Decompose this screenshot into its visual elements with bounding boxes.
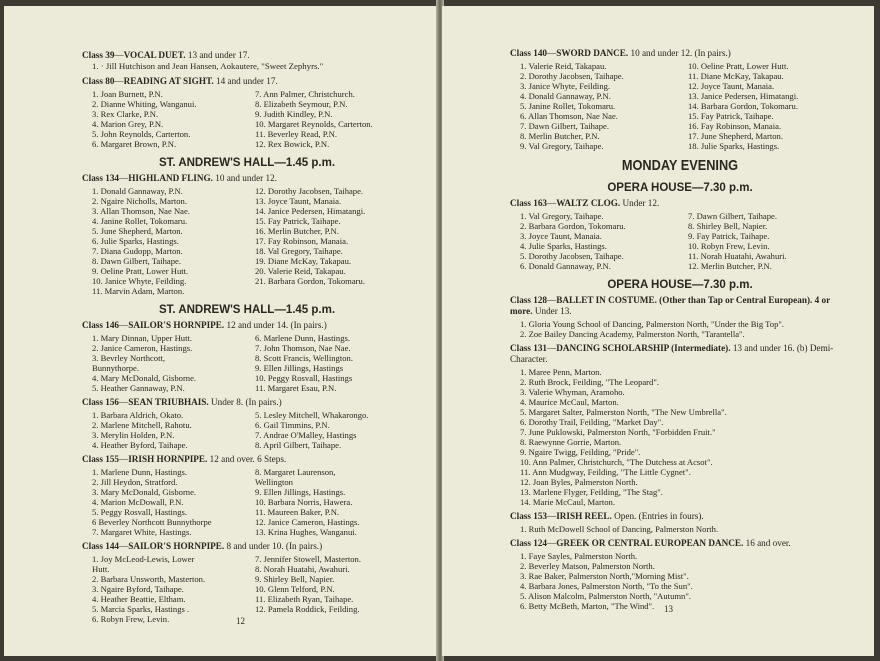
entry-item: 11. Elizabeth Ryan, Taihape. — [255, 593, 354, 604]
entry-column-1 — [92, 186, 249, 296]
entry-item: 12. Joan Byles, Palmerston North. — [520, 477, 638, 487]
entry-item: 1. Barbara Aldrich, Okato. — [92, 409, 184, 420]
entry-item: 5. Peggy Rosvall, Hastings. — [92, 506, 188, 517]
class-name: IRISH HORNPIPE. — [128, 453, 208, 464]
entry-item: 13. Janice Pedersen, Himatangi. — [688, 91, 799, 101]
dash: — — [119, 453, 129, 464]
class-name: READING AT SIGHT. — [123, 75, 214, 86]
entry-column-1 — [92, 467, 249, 537]
entry-item: 8. Elizabeth Seymour, P.N. — [255, 98, 348, 109]
entry-item: 1. Val Gregory, Taihape. — [520, 211, 604, 221]
entry-item: 12. Joyce Taunt, Manaia. — [688, 81, 775, 91]
entry-item: 3. Merylin Holden, P.N. — [92, 429, 175, 440]
page-number-right: 13 — [664, 604, 673, 614]
entry-item: 11. Norah Huatahi, Awahuri. — [688, 251, 787, 261]
entry-item: 7. Margaret White, Hastings. — [92, 526, 192, 537]
entry-item: 9. Val Gregory, Taihape. — [520, 141, 604, 151]
entry-item: 2. Barbara Unsworth, Masterton. — [92, 573, 206, 584]
left-page-content — [82, 46, 412, 624]
class-detail: Under 13. — [532, 306, 572, 316]
class-number: Class 128 — [510, 295, 548, 305]
entry-item: 4. Donald Gannaway, P.N. — [520, 91, 611, 101]
dash: — — [119, 396, 129, 407]
entry-item: 9. Ellen Jillings, Hastings. — [255, 486, 346, 497]
class-detail: 12 and over. 6 Steps. — [207, 453, 287, 464]
entry-item: 18. Val Gregory, Taihape. — [255, 245, 343, 256]
class-name: HIGHLAND FLING. — [128, 172, 213, 183]
entry-item: 3. Allan Thomson, Nae Nae. — [92, 205, 190, 216]
entry-column-2 — [255, 410, 412, 450]
entry-item: 7. Ann Palmer, Christchurch. — [255, 88, 355, 99]
class-number: Class 144 — [82, 540, 120, 551]
entry-item: 4. Marion Grey, P.N. — [92, 118, 164, 129]
entry-item: Bunnythorpe. — [92, 362, 140, 373]
entry-item: 4. Mary McDonald, Gisborne. — [92, 372, 197, 383]
class-heading — [82, 50, 412, 61]
entry-list — [510, 551, 850, 611]
entry-item: 3. Rex Clarke, P.N. — [92, 108, 159, 119]
entry-item: 7. June Puklowski, Palmerston North, "Forbidden Fruit." — [520, 427, 716, 437]
entry-item: 1. Mary Dinnan, Upper Hutt. — [92, 332, 193, 343]
entry-item: 10. Robyn Frew, Levin. — [688, 241, 770, 251]
entry-column-1 — [92, 89, 249, 149]
entry-item: 6 Beverley Northcott Bunnythorpe — [92, 516, 212, 527]
entry-item: 1. Joy McLeod-Lewis, Lower — [92, 553, 195, 564]
page-number-left: 12 — [236, 616, 245, 626]
entry-item: 18. Julie Sparks, Hastings. — [688, 141, 780, 151]
class-heading — [82, 397, 412, 408]
class-number: Class 80 — [82, 75, 115, 86]
entry-item: 2. Barbara Gordon, Tokomaru. — [520, 221, 626, 231]
entry-item: 9. Shirley Bell, Napier. — [255, 573, 335, 584]
entry-item: 11. Beverley Read, P.N. — [255, 128, 338, 139]
entry-item: 2. Marlene Mitchell, Rahotu. — [92, 419, 192, 430]
entry-item: 5. Marcia Sparks, Hastings . — [92, 603, 190, 614]
class-detail: 10 and under 12. (In pairs.) — [628, 48, 731, 58]
entry-item: 6. Dorothy Trail, Feilding, "Market Day". — [520, 417, 664, 427]
entry-item: 16. Merlin Butcher, P.N. — [255, 225, 339, 236]
entry-item: 7. John Thomson, Nae Nae. — [255, 342, 351, 353]
entry-item: 4. Marion McDowall, P.N. — [92, 496, 184, 507]
class-number: Class 155 — [82, 453, 120, 464]
entry-list — [510, 367, 850, 507]
entry-item: 11. Margaret Esau, P.N. — [255, 382, 337, 393]
entry-grid — [82, 186, 412, 296]
entry-grid — [82, 333, 412, 393]
entry-item: 6. Robyn Frew, Levin. — [92, 613, 170, 624]
entry-column-1 — [92, 410, 249, 450]
entry-item: 13. Joyce Taunt, Manaia. — [255, 195, 342, 206]
entry-item: 11. Maureen Baker, P.N. — [255, 506, 340, 517]
entry-grid — [82, 89, 412, 149]
entry-item: 5. Lesley Mitchell, Whakarongo. — [255, 409, 369, 420]
entry-item: 9. Fay Patrick, Taihape. — [688, 231, 770, 241]
entry-item: 2. Ngaire Nicholls, Marton. — [92, 195, 187, 206]
entry-item: 9. Oeline Pratt, Lower Hutt. — [92, 265, 189, 276]
class-number: Class 134 — [82, 172, 120, 183]
entry-item: 7. Dawn Gilbert, Taihape. — [688, 211, 777, 221]
entry-item: 8. Merlin Butcher, P.N. — [520, 131, 600, 141]
class-detail: 8 and under 10. (In pairs.) — [224, 540, 323, 551]
entry-item: 2. Zoe Bailey Dancing Academy, Palmerston North, "Tarantella". — [520, 329, 745, 339]
entry-item: 5. Alison Malcolm, Palmerston North, "Autumn". — [520, 591, 692, 601]
entry-item: Hutt. — [92, 563, 110, 574]
entry-item: 10. Ann Palmer, Christchurch, "The Dutchess at Acsot". — [520, 457, 713, 467]
entry-item: 1. Ruth McDowell School of Dancing, Palmerston North. — [520, 524, 719, 534]
dash: — — [119, 172, 129, 183]
class-heading — [82, 173, 412, 184]
entry-item: 5. Janine Rollet, Tokomaru. — [520, 101, 616, 111]
class-heading — [510, 511, 850, 522]
entry-item: 14. Marie McCaul, Marton. — [520, 497, 615, 507]
class-note: 1. · Jill Hutchison and Jean Hansen, Aokautere, "Sweet Zephyrs." — [92, 61, 324, 71]
entry-item: 6. Gail Timmins, P.N. — [255, 419, 330, 430]
entry-item: 17. June Shepherd, Marton. — [688, 131, 783, 141]
class-detail: Under 8. (In pairs.) — [208, 396, 282, 407]
entry-item: 4. Maurice McCaul, Marton. — [520, 397, 619, 407]
entry-item: 9. Judith Kindley, P.N. — [255, 108, 333, 119]
class-detail: 13 and under 16. (b) Demi-Character. — [510, 343, 834, 364]
dash: — — [547, 511, 557, 521]
entry-item: 9. Ellen Jillings, Hastings — [255, 362, 344, 373]
class-name: BALLET IN COSTUME. (Other than Tap or Central European). 4 or more. — [510, 295, 830, 316]
entry-column-2 — [688, 211, 850, 271]
class-detail: 16 and over. — [743, 538, 791, 548]
entry-item: 6. Donald Gannaway, P.N. — [520, 261, 611, 271]
entry-column-1 — [520, 211, 682, 271]
entry-item: 7. Diana Gudopp, Marton. — [92, 245, 183, 256]
class-detail: 12 and under 14. (In pairs.) — [224, 319, 327, 330]
class-name: SAILOR'S HORNPIPE. — [128, 540, 225, 551]
entry-item: 12. Janice Cameron, Hastings. — [255, 516, 360, 527]
dash: — — [547, 343, 557, 353]
entry-item: 4. Julie Sparks, Hastings. — [520, 241, 607, 251]
class-name: GREEK OR CENTRAL EUROPEAN DANCE. — [556, 538, 744, 548]
entry-column-2 — [255, 467, 412, 537]
entry-item: 6. Betty McBeth, Marton, "The Wind". — [520, 601, 655, 611]
class-name: SAILOR'S HORNPIPE. — [128, 319, 225, 330]
entry-item: 11. Marvin Adam, Marton. — [92, 285, 185, 296]
entry-item: 8. Margaret Laurenson, — [255, 466, 336, 477]
entry-item: 3. Rae Baker, Palmerston North,"Morning Mist". — [520, 571, 689, 581]
dash: — — [547, 198, 557, 208]
class-heading — [510, 295, 850, 317]
entry-item: 4. Janine Rollet, Tokomaru. — [92, 215, 188, 226]
class-detail: 13 and under 17. — [185, 50, 250, 60]
entry-item: 5. Dorothy Jacobsen, Taihape. — [520, 251, 624, 261]
entry-item: 14. Janice Pedersen, Himatangi. — [255, 205, 366, 216]
entry-item: 1. Joan Burnett, P.N. — [92, 88, 163, 99]
dash: — — [547, 48, 557, 58]
class-heading — [82, 76, 412, 87]
entry-item: 5. June Shepherd, Marton. — [92, 225, 183, 236]
entry-item: 8. April Gilbert, Taihape. — [255, 439, 342, 450]
class-name: WALTZ CLOG. — [556, 198, 621, 208]
entry-item: 14. Barbara Gordon, Tokomaru. — [688, 101, 798, 111]
entry-item: 2. Janice Cameron, Hastings. — [92, 342, 193, 353]
class-detail: Under 12. — [620, 198, 660, 208]
dash: — — [114, 75, 124, 86]
dash: — — [114, 50, 124, 60]
class-number: Class 124 — [510, 538, 548, 548]
entry-item: 10. Margaret Reynolds, Carterton. — [255, 118, 373, 129]
class-number: Class 146 — [82, 319, 120, 330]
entry-column-2 — [255, 333, 412, 393]
entry-column-2 — [688, 61, 850, 151]
entry-item: 13. Marlene Flyger, Feilding, "The Stag". — [520, 487, 663, 497]
class-number: Class 153 — [510, 511, 548, 521]
entry-item: 8. Dawn Gilbert, Taihape. — [92, 255, 181, 266]
venue-heading: OPERA HOUSE—7.30 p.m. — [607, 279, 753, 291]
entry-item: 2. Dorothy Jacobsen, Taihape. — [520, 71, 624, 81]
class-name: SWORD DANCE. — [556, 48, 629, 58]
class-heading — [510, 198, 850, 209]
entry-item: 10. Glenn Telford, P.N. — [255, 583, 335, 594]
entry-list — [510, 524, 850, 534]
entry-item: 10. Oeline Pratt, Lower Hutt. — [688, 61, 789, 71]
dash: — — [547, 295, 557, 305]
entry-item: Wellington — [255, 476, 293, 487]
entry-column-1 — [92, 333, 249, 393]
entry-item: 3. Joyce Taunt, Manaia. — [520, 231, 602, 241]
venue-heading: ST. ANDREW'S HALL—1.45 p.m. — [158, 156, 336, 169]
class-name: VOCAL DUET. — [123, 50, 186, 60]
entry-item: 5. Margaret Salter, Palmerston North, "The New Umbrella". — [520, 407, 727, 417]
entry-item: 10. Barbara Norris, Hawera. — [255, 496, 353, 507]
entry-item: 15. Fay Patrick, Taihape. — [688, 111, 774, 121]
class-heading — [82, 454, 412, 465]
entry-item: 5. John Reynolds, Carterton. — [92, 128, 191, 139]
entry-column-1 — [92, 554, 249, 624]
venue-heading: OPERA HOUSE—7.30 p.m. — [607, 182, 753, 194]
entry-grid — [82, 467, 412, 537]
dash: — — [119, 540, 129, 551]
entry-item: 1. Marlene Dunn, Hastings. — [92, 466, 187, 477]
entry-item: 1. Donald Gannaway, P.N. — [92, 185, 183, 196]
entry-column-2 — [255, 554, 412, 624]
class-detail: 10 and under 12. — [212, 172, 277, 183]
entry-item: 16. Fay Robinson, Manaia. — [688, 121, 782, 131]
venue-heading: ST. ANDREW'S HALL—1.45 p.m. — [158, 303, 336, 316]
entry-item: 19. Diane McKay, Takapau. — [255, 255, 352, 266]
entry-item: 3. Janice Whyte, Feilding. — [520, 81, 611, 91]
entry-item: 11. Ann Mudgway, Feilding, "The Little Cygnet". — [520, 467, 691, 477]
entry-item: 3. Ngaire Byford, Taihape. — [92, 583, 184, 594]
entry-item: 4. Barbara Jones, Palmerston North, "To the Sun". — [520, 581, 693, 591]
class-number: Class 131 — [510, 343, 548, 353]
entry-grid — [510, 211, 850, 271]
entry-item: 20. Valerie Reid, Takapau. — [255, 265, 346, 276]
entry-item: 7. Andrae O'Malley, Hastings — [255, 429, 357, 440]
entry-column-1 — [520, 61, 682, 151]
session-heading: MONDAY EVENING — [621, 157, 739, 174]
class-detail: Open. (Entries in fours). — [611, 511, 704, 521]
right-page-content — [510, 44, 850, 611]
right-page — [442, 6, 874, 656]
entry-item: 21. Barbara Gordon, Tokomaru. — [255, 275, 365, 286]
entry-item: 12. Merlin Butcher, P.N. — [688, 261, 772, 271]
entry-item: 3. Mary McDonald, Gisborne. — [92, 486, 197, 497]
entry-item: 6. Margaret Brown, P.N. — [92, 138, 177, 149]
class-heading — [510, 538, 850, 549]
entry-item: 2. Dianne Whiting, Wanganui. — [92, 98, 197, 109]
entry-item: 6. Allan Thomson, Nae Nae. — [520, 111, 618, 121]
class-heading — [82, 541, 412, 552]
class-number: Class 39 — [82, 50, 115, 60]
entry-item: 2. Ruth Brock, Feilding, "The Leopard". — [520, 377, 660, 387]
class-number: Class 140 — [510, 48, 548, 58]
entry-item: 7. Jennifer Stowell, Masterton. — [255, 553, 361, 564]
entry-grid — [82, 410, 412, 450]
entry-item: 1. Faye Sayles, Palmerston North. — [520, 551, 638, 561]
class-heading — [510, 343, 850, 365]
class-name: IRISH REEL. — [556, 511, 612, 521]
entry-column-2 — [255, 186, 412, 296]
entry-item: 2. Beverley Matson, Palmerston North. — [520, 561, 655, 571]
entry-item: 10. Janice Whyte, Feilding. — [92, 275, 187, 286]
dash: — — [119, 319, 129, 330]
entry-item: 13. Krina Hughes, Wanganui. — [255, 526, 357, 537]
entry-item: 8. Scott Francis, Wellington. — [255, 352, 353, 363]
entry-column-2 — [255, 89, 412, 149]
entry-item: 2. Jill Heydon, Stratford. — [92, 476, 178, 487]
dash: — — [547, 538, 557, 548]
class-name: SEAN TRIUBHAIS. — [128, 396, 209, 407]
entry-item: 1. Gloria Young School of Dancing, Palmerston North, "Under the Big Top". — [520, 319, 785, 329]
class-name: DANCING SCHOLARSHIP (Intermediate). — [556, 343, 731, 353]
entry-item: 15. Fay Patrick, Taihape. — [255, 215, 341, 226]
entry-item: 8. Norah Huatahi, Awahuri. — [255, 563, 350, 574]
entry-item: 11. Diane McKay, Takapau. — [688, 71, 784, 81]
entry-grid — [82, 554, 412, 624]
entry-item: 10. Peggy Rosvall, Hastings — [255, 372, 353, 383]
entry-item: 12. Pamela Roddick, Feilding. — [255, 603, 360, 614]
entry-item: 17. Fay Robinson, Manaia. — [255, 235, 349, 246]
class-detail: 14 and under 17. — [213, 75, 278, 86]
entry-item: 12. Dorothy Jacobsen, Taihape. — [255, 185, 364, 196]
entry-item: 6. Marlene Dunn, Hastings. — [255, 332, 350, 343]
class-heading — [82, 320, 412, 331]
entry-item: 9. Ngaire Twigg, Feilding, "Pride". — [520, 447, 641, 457]
entry-item: 4. Heather Beattie, Eltham. — [92, 593, 186, 604]
entry-item: 8. Raewynne Gorrie, Marton. — [520, 437, 622, 447]
class-number: Class 156 — [82, 396, 120, 407]
entry-item: 5. Heather Gannaway, P.N. — [92, 382, 185, 393]
entry-item: 12. Rex Bowick, P.N. — [255, 138, 330, 149]
class-number: Class 163 — [510, 198, 548, 208]
entry-item: 3. Valerie Whyman, Aramoho. — [520, 387, 625, 397]
entry-item: 6. Julie Sparks, Hastings. — [92, 235, 179, 246]
entry-grid — [510, 61, 850, 151]
entry-item: 4. Heather Byford, Taihape. — [92, 439, 188, 450]
entry-item: 7. Dawn Gilbert, Taihape. — [520, 121, 609, 131]
class-heading — [510, 48, 850, 59]
entry-item: 3. Bevrley Northcott, — [92, 352, 166, 363]
entry-item: 8. Shirley Bell, Napier. — [688, 221, 768, 231]
entry-item: 1. Valerie Reid, Takapau. — [520, 61, 607, 71]
left-page — [4, 6, 438, 656]
entry-list — [510, 319, 850, 339]
entry-item: 1. Maree Penn, Marton. — [520, 367, 602, 377]
